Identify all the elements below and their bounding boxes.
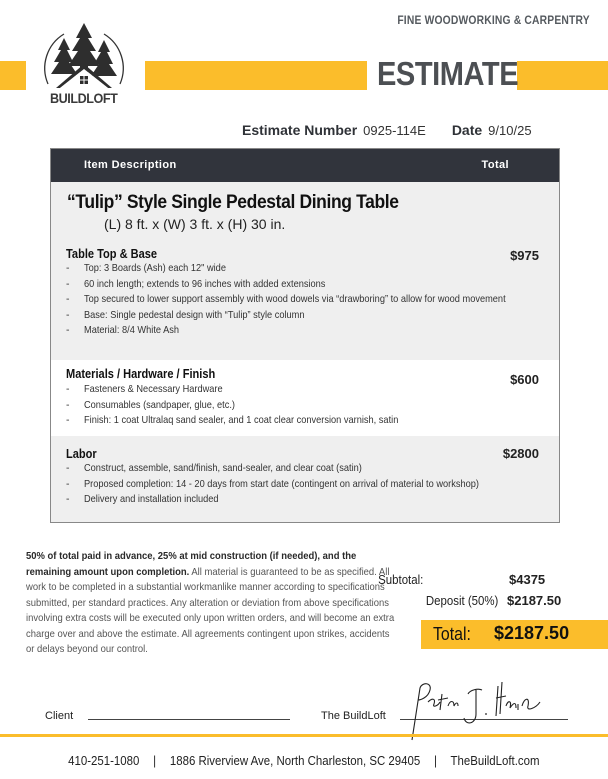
- terms-body: All material is guaranteed to be as specified. All work to be completed in a substantial workmanlike manner according to specifications submitted, per standard practices. Any alteration or deviation from above specifications involving extra costs will be executed only upon written orders, and will become an extra charge over and above the estimate. All agreements contingent upon strikes, accidents or delays beyond our control.: [26, 565, 395, 655]
- deposit-label: Deposit (50%): [425, 593, 498, 608]
- list-item: - Construct, assemble, sand/finish, sand-sealer, and clear coat (satin): [66, 462, 362, 474]
- footer-address: 1886 Riverview Ave, North Charleston, SC 29405: [170, 753, 421, 768]
- subtotal-label: Subtotal:: [377, 572, 423, 587]
- subtotal-label-wrap: [372, 572, 423, 587]
- total-value: $2187.50: [494, 623, 570, 643]
- terms-payment-schedule: 50% of total paid in advance, 25% at mid construction (if needed), and the remaining amount upon completion.: [26, 550, 357, 578]
- signature-scribble: [398, 676, 548, 748]
- product-title: “Tulip” Style Single Pedestal Dining Table: [67, 192, 399, 213]
- estimate-number-value: 0925-114E: [363, 123, 426, 138]
- accent-bar-middle: [145, 61, 367, 90]
- date-value: 9/10/25: [488, 123, 532, 138]
- line-item-section: [51, 360, 559, 436]
- estimate-meta: [242, 122, 532, 138]
- estimate-table: [50, 148, 560, 523]
- footer-separator: |: [434, 753, 438, 768]
- total-label: Total:: [433, 624, 471, 644]
- list-item: - Delivery and installation included: [66, 493, 219, 505]
- line-item-section: [51, 244, 559, 360]
- table-header: [51, 149, 559, 182]
- line-item-section: [51, 436, 559, 522]
- column-header-description: Item Description: [84, 159, 177, 171]
- terms-and-conditions: [26, 549, 398, 658]
- section-heading: Table Top & Base: [66, 246, 158, 261]
- client-signature-label: Client: [45, 710, 74, 722]
- client-signature-line[interactable]: [88, 719, 290, 720]
- column-header-total: Total: [481, 159, 509, 171]
- list-item: - Finish: 1 coat Ultralaq sand sealer, and 1 coat clear conversion varnish, satin: [66, 414, 399, 426]
- date-label: Date: [451, 122, 483, 138]
- logo-wordmark: BUILDLOFT: [50, 90, 118, 106]
- footer-separator: |: [153, 753, 157, 768]
- accent-bar-left: [0, 61, 26, 90]
- list-item: - Consumables (sandpaper, glue, etc.): [66, 398, 236, 411]
- list-item: - Top secured to lower support assembly with wood dowels via “drawboring” to allow for wood movement: [66, 293, 506, 305]
- list-item: - Base: Single pedestal design with “Tulip” style column: [66, 308, 305, 321]
- section-price: $600: [510, 372, 539, 387]
- list-item: - Fasteners & Necessary Hardware: [66, 383, 223, 395]
- total-box: [421, 620, 608, 649]
- subtotal-value: $4375: [509, 572, 546, 587]
- footer-website-link[interactable]: TheBuildLoft.com: [450, 753, 540, 768]
- list-item: - 60 inch length; extends to 96 inches with added extensions: [66, 277, 326, 290]
- section-price: $2800: [502, 446, 539, 461]
- section-items: [66, 261, 563, 339]
- footer-phone[interactable]: 410-251-1080: [68, 753, 140, 768]
- footer-accent-rule: [0, 734, 608, 737]
- footer-contact: [0, 753, 608, 768]
- estimate-number-label: Estimate Number: [242, 122, 358, 138]
- section-items: [66, 382, 441, 429]
- deposit-label-wrap: [416, 593, 498, 608]
- company-tagline: FINE WOODWORKING & CARPENTRY: [397, 13, 590, 27]
- document-title: ESTIMATE: [377, 55, 519, 92]
- deposit-value: $2187.50: [507, 593, 562, 608]
- section-heading: Materials / Hardware / Finish: [66, 366, 216, 381]
- section-price: $975: [510, 248, 539, 263]
- list-item: - Proposed completion: 14 - 20 days from start date (contingent on arrival of material to workshop): [66, 477, 479, 490]
- product-dimensions: (L) 8 ft. x (W) 3 ft. x (H) 30 in.: [104, 216, 286, 232]
- list-item: - Material: 8/4 White Ash: [66, 324, 180, 336]
- list-item: - Top: 3 Boards (Ash) each 12" wide: [66, 262, 226, 274]
- company-signature-label: The BuildLoft: [321, 710, 386, 722]
- accent-bar-right: [517, 61, 608, 90]
- section-items: [66, 461, 533, 508]
- section-heading: Labor: [66, 446, 97, 461]
